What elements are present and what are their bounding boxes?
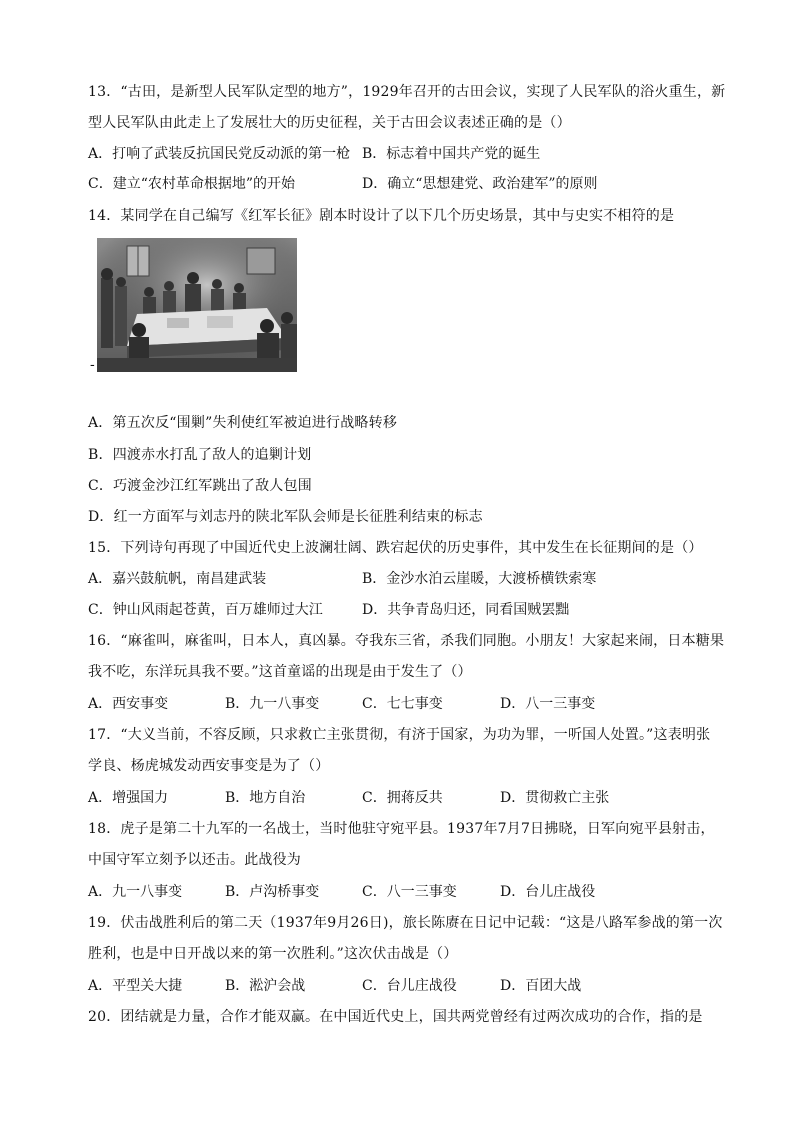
- q17-option-b: B．地方自治: [225, 790, 306, 806]
- q18-option-c: C．八一三事变: [362, 884, 457, 900]
- q17-stem-line1: 17．“大义当前，不容反顾，只求救亡主张贯彻，有济于国家，为功为罪，一听国人处置。”这表明张: [88, 727, 711, 743]
- q15-stem-line1: 15．下列诗句再现了中国近代史上波澜壮阔、跌宕起伏的历史事件，其中发生在长征期间的是（）: [88, 540, 703, 556]
- q16-option-d: D．八一三事变: [500, 696, 596, 712]
- q13-option-a: A．打响了武装反抗国民党反动派的第一枪: [88, 146, 351, 162]
- q19-option-d: D．百团大战: [500, 978, 582, 994]
- q16-option-c: C．七七事变: [362, 696, 443, 712]
- meeting-painting-icon: [97, 238, 297, 372]
- q14-option-d: D．红一方面军与刘志丹的陕北军队会师是长征胜利结束的标志: [88, 509, 483, 525]
- q14-option-b: B．四渡赤水打乱了敌人的追剿计划: [88, 447, 312, 463]
- q14-option-c: C．巧渡金沙江红军跳出了敌人包围: [88, 478, 312, 494]
- image-mark: -: [90, 357, 95, 373]
- q19-option-a: A．平型关大捷: [88, 978, 183, 994]
- q17-stem-line2: 学良、杨虎城发动西安事变是为了（）: [88, 758, 330, 774]
- q19-stem-line2: 胜利，也是中日开战以来的第一次胜利。”这次伏击战是（）: [88, 946, 458, 962]
- q16-stem-line1: 16．“麻雀叫，麻雀叫，日本人，真凶暴。夺我东三省，杀我们同胞。小朋友！大家起来闹，日本糖果: [88, 633, 725, 649]
- q19-option-c: C．台儿庄战役: [362, 978, 457, 994]
- q13-option-c: C．建立“农村革命根据地”的开始: [88, 176, 296, 192]
- q13-option-b: B．标志着中国共产党的诞生: [362, 146, 541, 162]
- q13-option-d: D．确立“思想建党、政治建军”的原则: [362, 176, 598, 192]
- q17-option-a: A．增强国力: [88, 790, 169, 806]
- q13-stem-line1: 13．“古田，是新型人民军队定型的地方”，1929年召开的古田会议，实现了人民军队的浴火重生，新: [88, 84, 726, 100]
- q18-stem-line2: 中国守军立刻予以还击。此战役为: [88, 852, 301, 868]
- q17-option-d: D．贯彻救亡主张: [500, 790, 610, 806]
- q14-stem-line1: 14．某同学在自己编写《红军长征》剧本时设计了以下几个历史场景，其中与史实不相符的是: [88, 208, 675, 224]
- q16-option-b: B．九一八事变: [225, 696, 320, 712]
- q20-stem-line1: 20．团结就是力量，合作才能双赢。在中国近代史上，国共两党曾经有过两次成功的合作，指的是: [88, 1009, 703, 1025]
- q15-option-c: C．钟山风雨起苍黄，百万雄师过大江: [88, 602, 323, 618]
- q18-option-b: B．卢沟桥事变: [225, 884, 320, 900]
- q16-option-a: A．西安事变: [88, 696, 169, 712]
- q18-option-d: D．台儿庄战役: [500, 884, 596, 900]
- q16-stem-line2: 我不吃，东洋玩具我不要。”这首童谣的出现是由于发生了（）: [88, 664, 472, 680]
- q15-option-d: D．共争青岛归还，同看国贼罢黜: [362, 602, 570, 618]
- q14-option-a: A．第五次反“围剿”失利使红军被迫进行战略转移: [88, 415, 398, 431]
- q15-option-a: A．嘉兴鼓航帆，南昌建武装: [88, 571, 267, 587]
- q15-option-b: B．金沙水泊云崖暖，大渡桥横铁索寒: [362, 571, 597, 587]
- q19-stem-line1: 19．伏击战胜利后的第二天（1937年9月26日)，旅长陈赓在日记中记载：“这是八路军参战的第一次: [88, 915, 723, 931]
- q19-option-b: B．淞沪会战: [225, 978, 306, 994]
- q17-option-c: C．拥蒋反共: [362, 790, 443, 806]
- q18-option-a: A．九一八事变: [88, 884, 183, 900]
- q13-stem-line2: 型人民军队由此走上了发展壮大的历史征程，关于古田会议表述正确的是（）: [88, 115, 571, 131]
- meeting-painting-image: [97, 238, 297, 372]
- q18-stem-line1: 18．虎子是第二十九军的一名战士，当时他驻守宛平县。1937年7月7日拂晓，日军向宛平县射击，: [88, 821, 715, 837]
